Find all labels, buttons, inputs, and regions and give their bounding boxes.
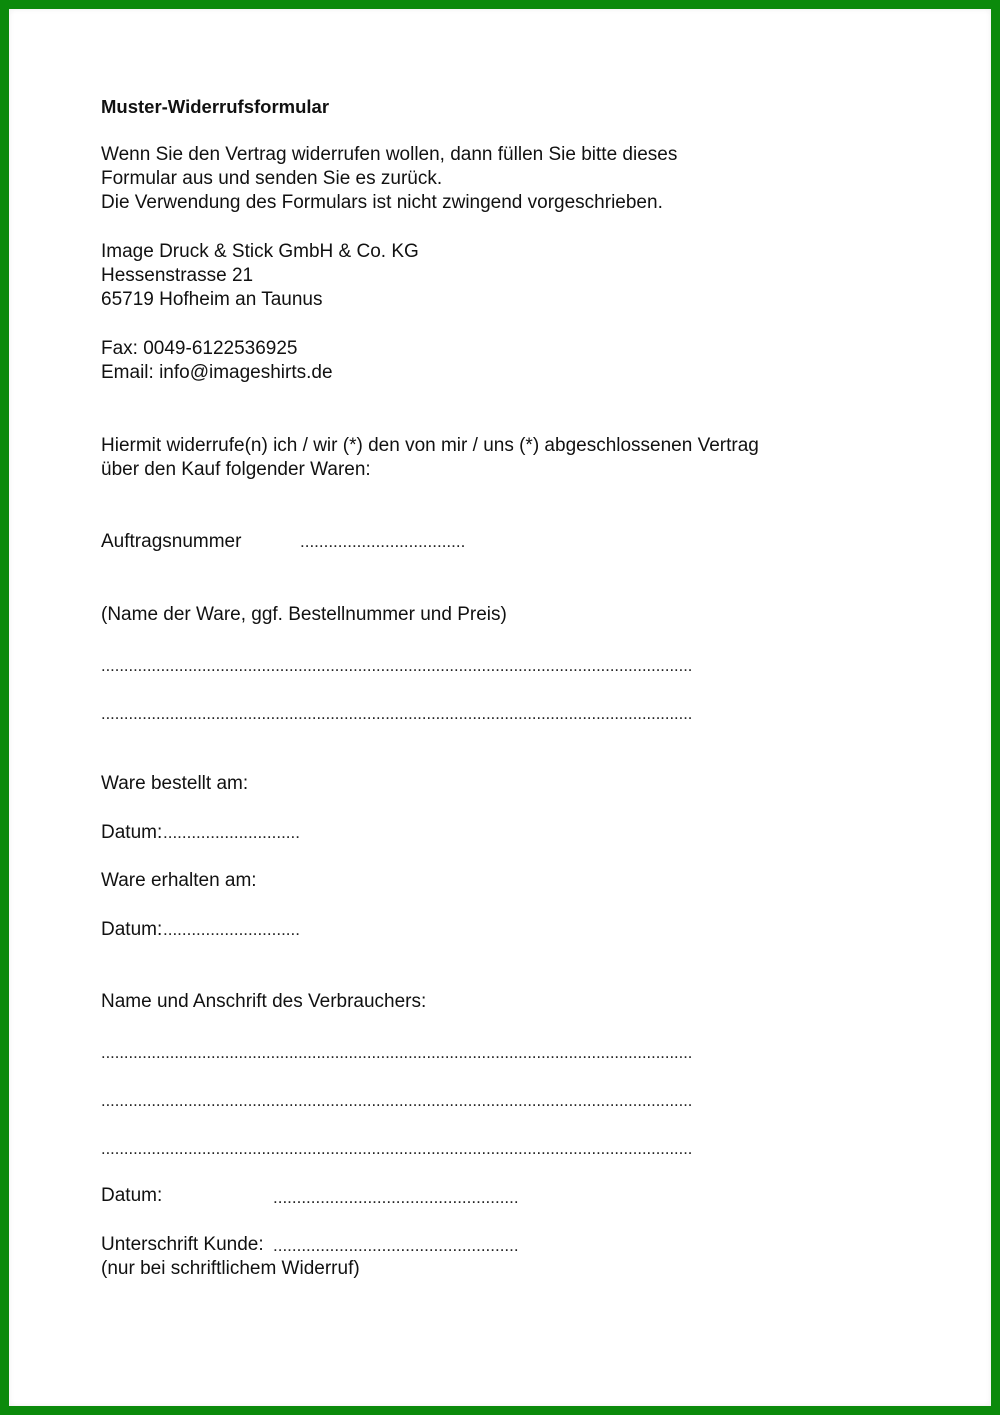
signature-note: (nur bei schriftlichem Widerruf): [101, 1258, 360, 1279]
form-title: Muster-Widerrufsformular: [101, 96, 330, 117]
company-name: Image Druck & Stick GmbH & Co. KG: [101, 241, 419, 262]
signature-date-field[interactable]: ....................................................: [273, 1188, 519, 1207]
intro-line-3: Die Verwendung des Formulars ist nicht zwingend vorgeschrieben.: [101, 192, 663, 213]
intro-line-1: Wenn Sie den Vertrag widerrufen wollen, dann füllen Sie bitte dieses: [101, 144, 678, 165]
ordered-label: Ware bestellt am:: [101, 773, 249, 794]
intro-line-2: Formular aus und senden Sie es zurück.: [101, 168, 443, 189]
signature-field[interactable]: ....................................................: [273, 1236, 519, 1255]
signature-date-label: Datum:: [101, 1185, 163, 1206]
statement-line-2: über den Kauf folgender Waren:: [101, 459, 371, 480]
goods-field-2[interactable]: .................................................................................................................................: [101, 705, 693, 723]
consumer-field-2[interactable]: .................................................................................................................................: [101, 1092, 693, 1110]
ordered-date-label: Datum:: [101, 822, 163, 843]
received-label: Ware erhalten am:: [101, 870, 257, 891]
received-date-label: Datum:: [101, 919, 163, 940]
company-street: Hessenstrasse 21: [101, 265, 254, 286]
consumer-field-1[interactable]: .................................................................................................................................: [101, 1044, 693, 1062]
goods-label: (Name der Ware, ggf. Bestellnummer und Preis): [101, 604, 507, 625]
consumer-label: Name und Anschrift des Verbrauchers:: [101, 991, 427, 1012]
form-page: [9, 9, 991, 1406]
consumer-field-3[interactable]: .................................................................................................................................: [101, 1140, 693, 1158]
goods-field-1[interactable]: .................................................................................................................................: [101, 657, 693, 675]
order-number-label: Auftragsnummer: [101, 531, 242, 552]
ordered-date-field[interactable]: .............................: [163, 823, 300, 842]
company-fax: Fax: 0049-6122536925: [101, 338, 298, 359]
company-email: Email: info@imageshirts.de: [101, 362, 333, 383]
order-number-field[interactable]: ...................................: [300, 532, 466, 551]
signature-label: Unterschrift Kunde:: [101, 1234, 264, 1255]
received-date-field[interactable]: .............................: [163, 920, 300, 939]
company-city: 65719 Hofheim an Taunus: [101, 289, 323, 310]
statement-line-1: Hiermit widerrufe(n) ich / wir (*) den von mir / uns (*) abgeschlossenen Vertrag: [101, 435, 759, 456]
